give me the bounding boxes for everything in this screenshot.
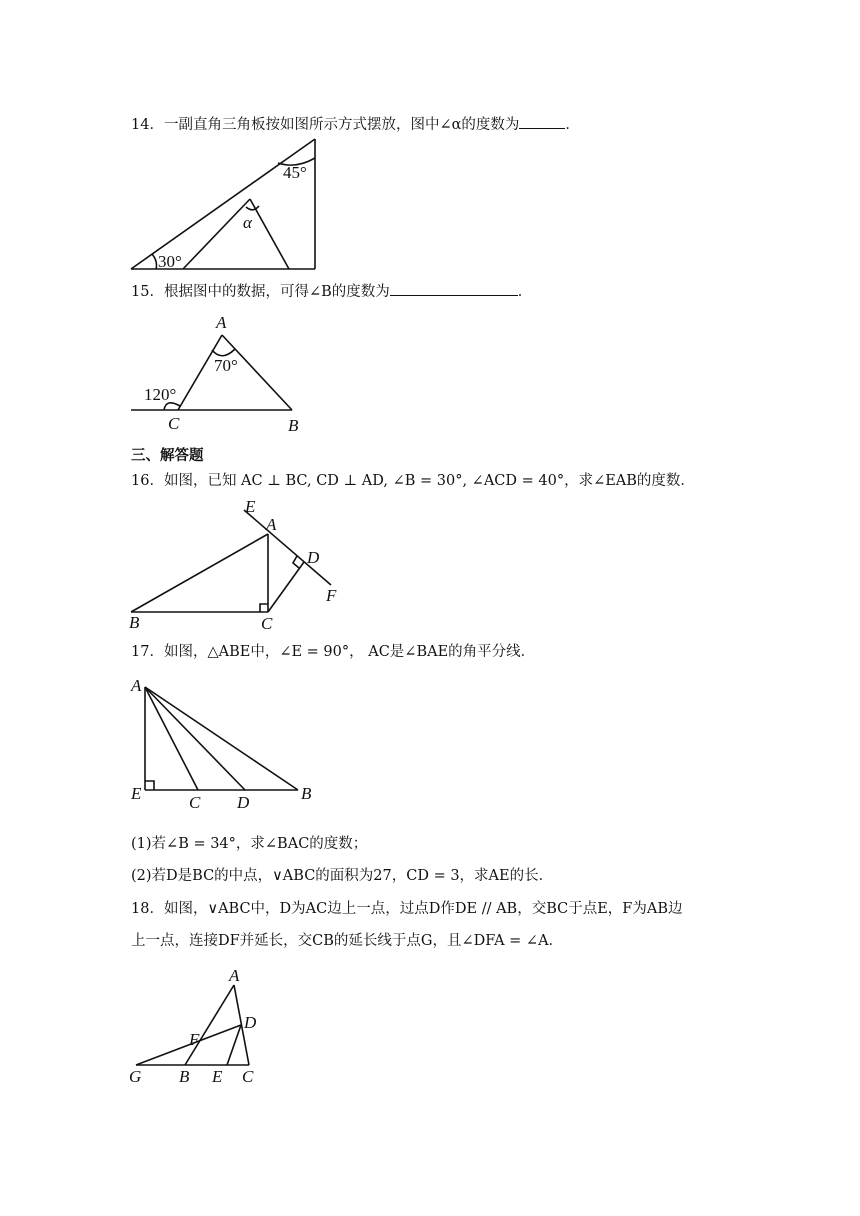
q16-label-d: D — [307, 548, 320, 567]
q14-label-30: 30° — [158, 252, 182, 271]
q14-figure — [128, 136, 328, 276]
q17-part2: (2)若D是BC的中点，∨ABC的面积为27，CD = 3，求AE的长． — [131, 868, 554, 884]
q16-label-a: A — [266, 515, 277, 534]
q15-figure — [128, 310, 328, 435]
q17-label-e: E — [131, 784, 142, 803]
q15-label-120: 120° — [144, 385, 177, 404]
q16-text: 16．如图，已知 AC ⊥ BC, CD ⊥ AD, ∠B = 30°, ∠ACD = 40°，求∠EAB的度数． — [131, 473, 695, 489]
q17-side-ab — [145, 687, 298, 790]
q18-label-g: G — [129, 1067, 142, 1086]
q18-side-ba — [185, 985, 234, 1065]
q15-arc-70 — [212, 349, 235, 356]
q18-label-e: E — [212, 1067, 223, 1086]
q14-text: 14．一副直角三角板按如图所示方式摆放，图中∠α的度数为 ． — [131, 114, 580, 135]
q14-stem: 14．一副直角三角板按如图所示方式摆放，图中∠α的度数为 — [131, 117, 520, 133]
q16-label-f: F — [326, 586, 337, 605]
q16-figure — [128, 496, 358, 636]
q17-figure — [128, 676, 328, 816]
q18-label-d: D — [244, 1013, 257, 1032]
q15-answer-blank[interactable] — [390, 281, 518, 296]
q16-right-angle-c — [260, 604, 268, 612]
q15-stem: 15．根据图中的数据，可得∠B的度数为 — [131, 284, 390, 300]
q17-label-d: D — [237, 793, 250, 812]
q17-text: 17．如图，△ABE中，∠E = 90°， AC是∠BAE的角平分线． — [131, 644, 536, 660]
q16-label-e: E — [245, 497, 256, 516]
q15-label-b: B — [288, 416, 299, 435]
q17-part1: (1)若∠B = 34°，求∠BAC的度数； — [131, 836, 368, 852]
q15-label-c: C — [168, 414, 180, 433]
q17-line-ac — [145, 687, 198, 790]
q14-arc-alpha — [246, 206, 259, 210]
q16-right-angle-d — [293, 556, 299, 568]
q14-answer-blank[interactable] — [519, 114, 565, 129]
q18-label-c: C — [242, 1067, 254, 1086]
section-title: 三、解答题 — [131, 448, 204, 464]
q18-figure — [128, 966, 278, 1091]
q15-label-a: A — [216, 313, 227, 332]
q15-text: 15．根据图中的数据，可得∠B的度数为 ． — [131, 281, 532, 302]
q18-line2: 上一点，连接DF并延长，交CB的延长线于点G，且∠DFA = ∠A． — [131, 933, 564, 949]
q18-line-de — [227, 1025, 241, 1065]
q17-line-ad — [145, 687, 245, 790]
q15-label-70: 70° — [214, 356, 238, 375]
q16-label-c: C — [261, 614, 273, 633]
q17-label-a: A — [131, 676, 142, 695]
q18-label-f: F — [189, 1030, 200, 1049]
q16-side-ba — [131, 534, 268, 612]
q18-label-a: A — [229, 966, 240, 985]
q16-label-b: B — [129, 613, 140, 632]
q16-side-cd — [268, 562, 304, 612]
q14-hypotenuse — [131, 139, 315, 269]
q14-label-45: 45° — [283, 163, 307, 182]
q14-arc-30 — [152, 254, 157, 269]
q18-label-b: B — [179, 1067, 190, 1086]
q14-label-alpha: α — [243, 213, 252, 232]
q17-label-c: C — [189, 793, 201, 812]
q17-right-angle-e — [145, 781, 154, 790]
q18-line1: 18．如图，∨ABC中，D为AC边上一点，过点D作DE // AB，交BC于点E，F为AB边 — [131, 901, 683, 917]
q17-label-b: B — [301, 784, 312, 803]
